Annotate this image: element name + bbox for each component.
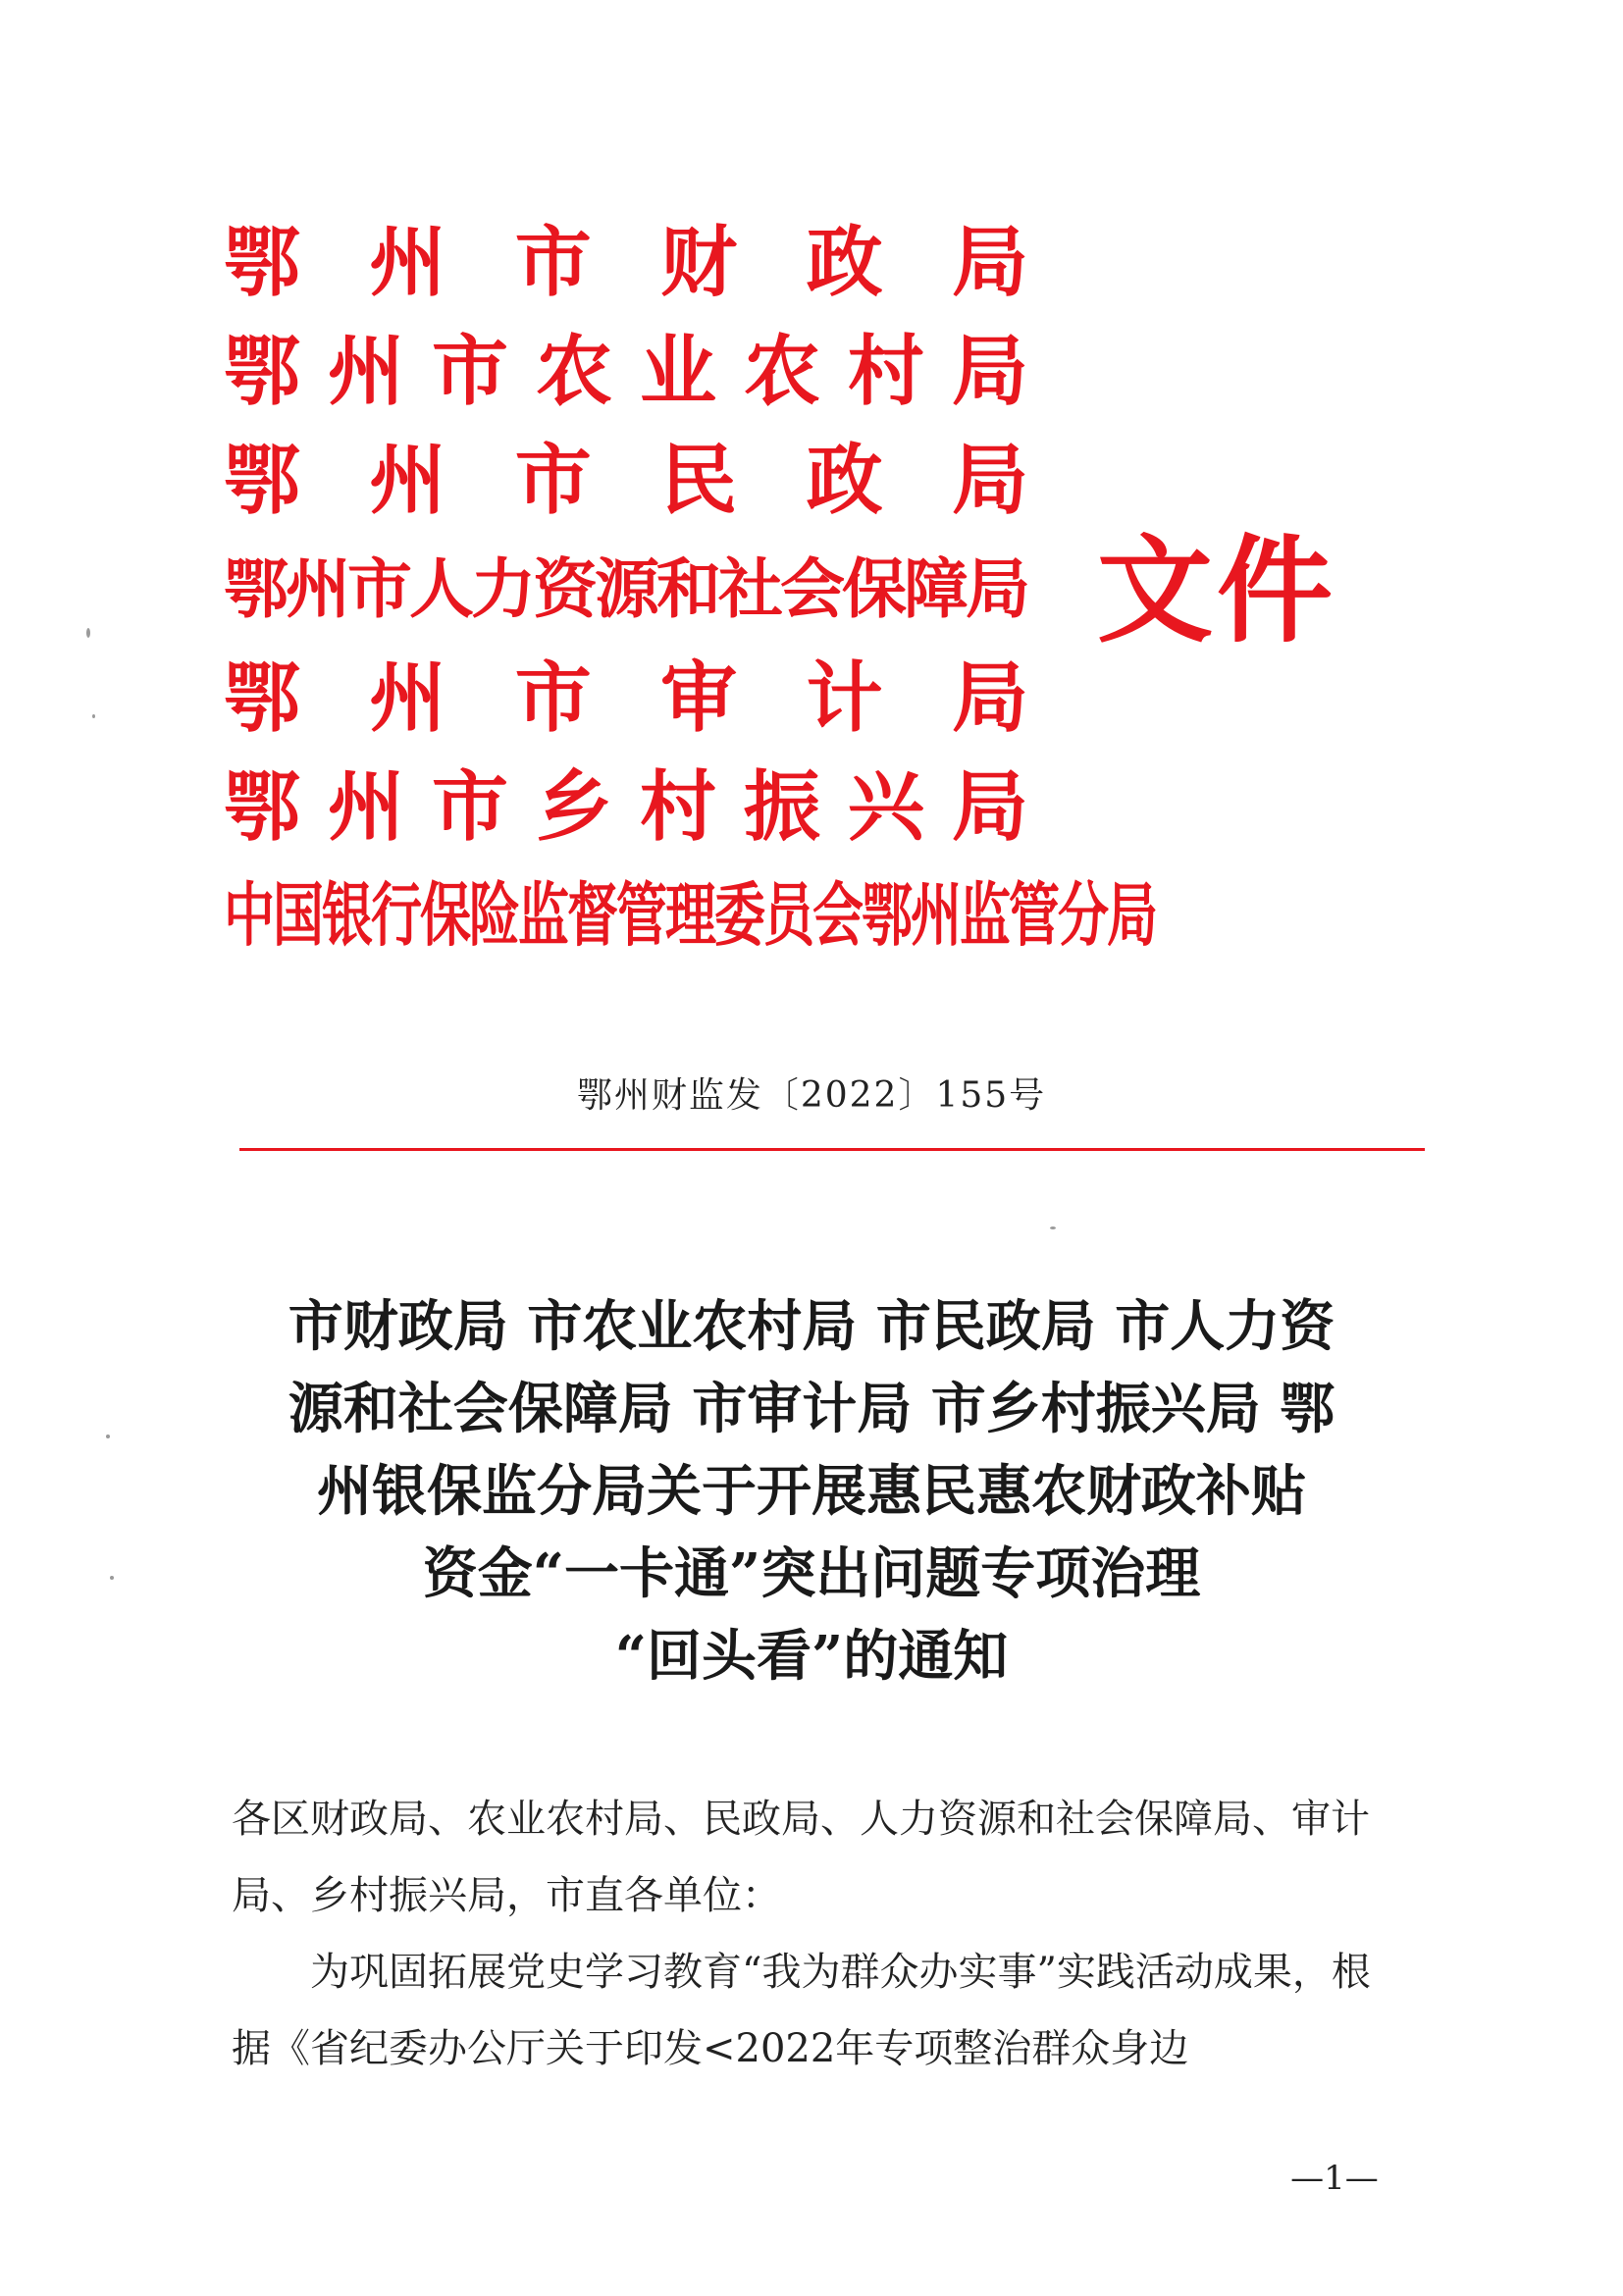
title-line: 源和社会保障局 市审计局 市乡村振兴局 鄂: [288, 1377, 1335, 1441]
issuer-line: 鄂 州 市 审 计 局: [224, 653, 1028, 743]
document-title: [196, 1285, 1427, 1697]
issuer-line: 中国银行保险监督管理委员会鄂州监管分局: [224, 875, 1157, 957]
document-suffix: 文件: [1097, 522, 1337, 658]
title-line: 资金“一卡通”突出问题专项治理: [422, 1541, 1201, 1606]
document-body: [232, 1781, 1409, 2087]
scan-speck: [86, 628, 90, 638]
issuer-line: 鄂 州 市 财 政 局: [224, 218, 1028, 307]
scan-speck: [106, 1435, 110, 1438]
title-line: 州银保监分局关于开展惠民惠农财政补贴: [317, 1459, 1306, 1524]
red-divider: [239, 1148, 1425, 1151]
issuer-list: [224, 208, 1157, 970]
title-line: “回头看”的通知: [614, 1624, 1009, 1689]
issuer-line: 鄂 州 市 农 业 农 村 局: [224, 327, 1028, 416]
issuer-line: 鄂 州 市 民 政 局: [224, 436, 1028, 525]
page-number: —1—: [1290, 2159, 1379, 2198]
title-line: 市财政局 市农业农村局 市民政局 市人力资: [288, 1294, 1335, 1359]
addressee: 各区财政局、农业农村局、民政局、人力资源和社会保障局、审计局、乡村振兴局，市直各单位：: [232, 1797, 1370, 1918]
scan-speck: [110, 1576, 114, 1580]
scan-speck: [92, 714, 95, 718]
document-number: 鄂州财监发〔2022〕155号: [576, 1075, 1047, 1116]
issuer-line: 鄂 州 市 乡 村 振 兴 局: [224, 762, 1028, 852]
issuer-line: 鄂州市人力资源和社会保障局: [224, 550, 1027, 627]
body-paragraph: 为巩固拓展党史学习教育“我为群众办实事”实践活动成果，根据《省纪委办公厅关于印发<2022年专项整治群众身边: [232, 1950, 1371, 2071]
scan-speck: [1050, 1226, 1056, 1229]
